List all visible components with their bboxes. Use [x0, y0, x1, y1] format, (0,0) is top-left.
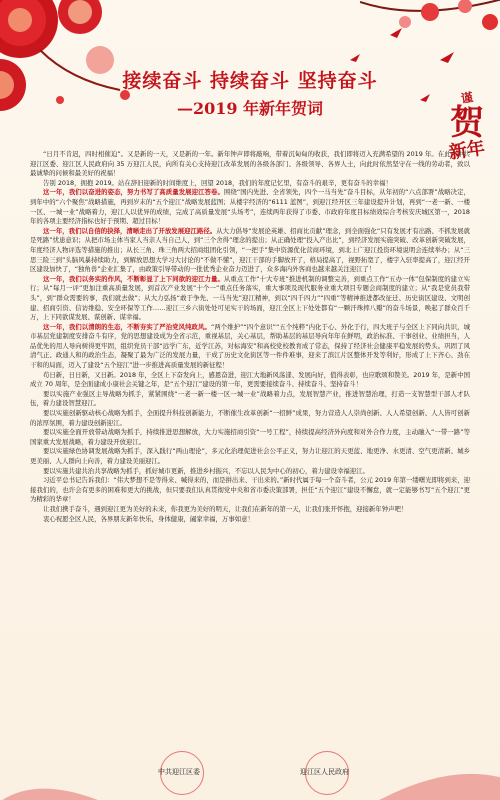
signature-committee: 中共迎江区委	[158, 768, 200, 776]
paragraph: 这一年，我们以清朗的生态，不断夯实了严治党风纯政风。“两个维护”“四个意识”“五个纯粹”内化于心、外化于行，四大班子与全区上下同向共识，城市基层党建制度安排奋斗有序，党的思想建设成为全省示范，重视基层，关心基层，帮助基层的基层导向年年在鲜明，政治标准、干事创业、业绩担当，人品优先的用人导向树得更牢固，组织党员干部“远学广东，近学江苏，对标海安”和高校党校教育成了常态，保持了经济社会健康平稳发展的势头。巩固了风清气正、政通人和的政治生态，凝聚了最为广泛的发展力量，干成了历史文化街区等一件件难事，迎来了滨江片区整体开发等利好，形成了上下齐心、劲在干和的局面，迈入了建设“五个迎江”进一步推进高质量发展的新征程！	[30, 322, 470, 370]
section-heading: 这一年，我们以清朗的生态，不断夯实了严治党风纯政风。	[43, 322, 211, 331]
paragraph: 苟日新，日日新，又日新。2018 年，全区上下奋发向上，感恩奋进，迎江大地新风荡漾、发展向好，值得表彰，也应歌颂和赞美。2019 年，是新中国成立 70 周年，是全面建成小康社会关键之年，是“五个迎江”建设的第一年，更需要接续奋斗、持续奋斗、坚持奋斗！	[30, 370, 470, 389]
signature-government: 迎江区人民政府	[300, 768, 349, 776]
greeting-char-3: 新年	[447, 137, 487, 164]
subtitle: —2019 年新年贺词	[176, 99, 324, 118]
section-heading: 这一年，我们以务实的作风，不断彰显了上下同欲的迎江力量。	[43, 274, 224, 283]
bottom-left-decoration	[0, 750, 110, 800]
section-heading: 这一年，我们以自信的抉择，清晰走出了开放发展迎江路径。	[43, 226, 217, 235]
greeting-char-1: 谨	[459, 90, 475, 106]
paragraph: 要以实施创新驱动核心战略为抓手，全面提升科技创新能力，不断催生改革创新“一招鲜”成果，努力营造人人崇尚创新、人人希望创新、人人皆可创新的浓厚氛围，着力建设创新迎江。	[30, 409, 470, 427]
paragraph: 要以实施产业强区主导战略为抓手，紧紧围绕“一老一新一楼一区一城一业”战略着力点，发展智慧产业，推进智慧治理，打造一支智慧型干部人才队伍，着力建设智慧迎江。	[30, 389, 470, 408]
headline: 接续奋斗 持续奋斗 坚持奋斗	[122, 70, 378, 92]
paragraph: 要以实施共建共治共享战略为抓手，抓好城市更新，推进乡村振兴，不忘以人民为中心的初心，着力建设幸福迎江。	[43, 466, 369, 475]
bottom-right-decoration	[370, 750, 500, 800]
article-body	[30, 150, 470, 750]
paragraph: 这一年，我们以务实的作风，不断彰显了上下同欲的迎江力量。从重点工作“十大专班”推进机制的调整完善，到重点工作“五办一体”包保制度的建立实行；从“每月一评”更加注重高质量发展，到首次产业发展“十个一”重点任务落实，重大事项及现代服务业重大项目专题会商制度的建立；从“我是党员我带头”，到“群众需要的事，我们就去做”；从大力弘扬“敢于争先、一马当先”迎江精神，到以“四千四力”“四重”等精神推进都改征迁、历史街区建设、文明创建、招商引资、信访维稳、安全环保等工作……迎江三乡六街处处可见实干的场面，迎江全区上下处处都有“一颗汗珠摔八瓣”的奋斗场景，唤起了群众百千万，上下同欲谋发展、谋创新、谋幸福。	[30, 274, 470, 322]
paragraph: 要以实施全面开放带动战略为抓手，持续推进思想解放，大力实施招商引资“一号工程”，持续提高经济外向度和对外合作力度，主动融入“一带一路”等国家重大发展战略，着力建设开放迎江。	[30, 428, 470, 446]
paragraph: 这一年，我们以奋进的姿态，努力书写了高质量发展迎江答卷。围绕“国内先进、全省领先，四个一马当先”奋斗目标，从年初的“六点部署”战略决定，到年中的“六个聚焦”战略措施，再到岁末的“五个迎江”战略发展蓝图；从楼宇经济的“6111 蓝图”，到迎江经开区三年建设提升计划，再到“一老一新、一楼一区、一城一业”战略着力，迎江人以优异的成绩，完成了高质量发展“头场考”，连续两年获得了市委、市政府年度目标绩效综合考核安庆城区第一，2018 年的各项主要经济指标也好于预期、超过目标！	[30, 188, 470, 226]
paragraph: 要以实施绿色协调发展战略为抓手，深入践行“两山理论”，多元化治理促进社会公平正义，努力让迎江的天更蓝、地更净、水更清、空气更清新、城乡更美丽、人人群向上向善，着力建设美丽迎江。	[30, 447, 470, 465]
section-heading: 这一年，我们以奋进的姿态，努力书写了高质量发展迎江答卷。	[43, 188, 224, 197]
paragraph: 衷心祝愿全区人民，各界朋友新年快乐，身体健康，阖家幸福，万事如意！	[43, 514, 254, 523]
paragraph: 告别 2018，拥抱 2019。站在辞旧迎新的时间维度上，回望 2018，我们的年度记忆里，有奋斗的艰辛，更有奋斗的幸福！	[43, 178, 392, 187]
paragraph: 让我们携手奋斗，遇到迎江更为美好的未来，你我更为美好的明天，让我们在新年的第一天，让我们张开怀抱，迎接新年钟声吧！	[43, 504, 408, 513]
paragraph: 习近平总书记告诉我们：“伟大梦想不是等得来、喊得来的，而是拼出来、干出来的。”新时代属于每一个奋斗者，公元 2019 年第一缕曙光即将到来，迎接我们的，也许会有更多的困难和更大的挑战，但只要我们认真贯彻党中央和省市委决策部署，担任“五个迎江”建设不懈怠，就一定能够书写“五个迎江”更为精彩的华章！	[30, 476, 470, 504]
paragraph: “日月不肯迟，四时相催迫”。又是新的一天，又是新的一年。新年钟声即将敲响，带着沉甸甸的收获，我们即将迈入充满希望的 2019 年。在此，中共迎江区委、迎江区人民政府向 35 万迎江人民，向所有关心支持迎江改革发展的各级各部门、各级领导、各界人士，向此时依然坚守在一线的劳动者，致以最诚挚的问候和最美好的祝福！	[30, 150, 470, 178]
paragraph: 这一年，我们以自信的抉择，清晰走出了开放发展迎江路径。从大力倡导“发展论英雄、招商比贡献”理念，到全面强化“只有发展才有出路、不抓发展就是死路”忧患意识；从把市场主体当家人当亲人当自己人，到“三个舍得”理念的提出；从正确处理“投入产出比”，到经济发展实施突破、改革创新突破发展，年度经济人物评选等措施的推出；从长三角、珠三角两大招商组团化引领，“一把手”集中资源优化营商环境，到北上广迎江投资环境说明会连续举办；从“三思三险三到”头脑风暴持续助力，到解放思想大学习大讨论的“不做不懂”，迎江干部的手脚放开了，格局提高了，视野拓宽了，楼宇入驻率提高了，迎江经开区建设加快了，“独角兽”企业汇集了，由政策引导带动的一批优秀企业奋力迈进了，众多海内外客商也越来越关注迎江了！	[30, 226, 470, 274]
greeting-char-2: 贺	[450, 103, 484, 143]
